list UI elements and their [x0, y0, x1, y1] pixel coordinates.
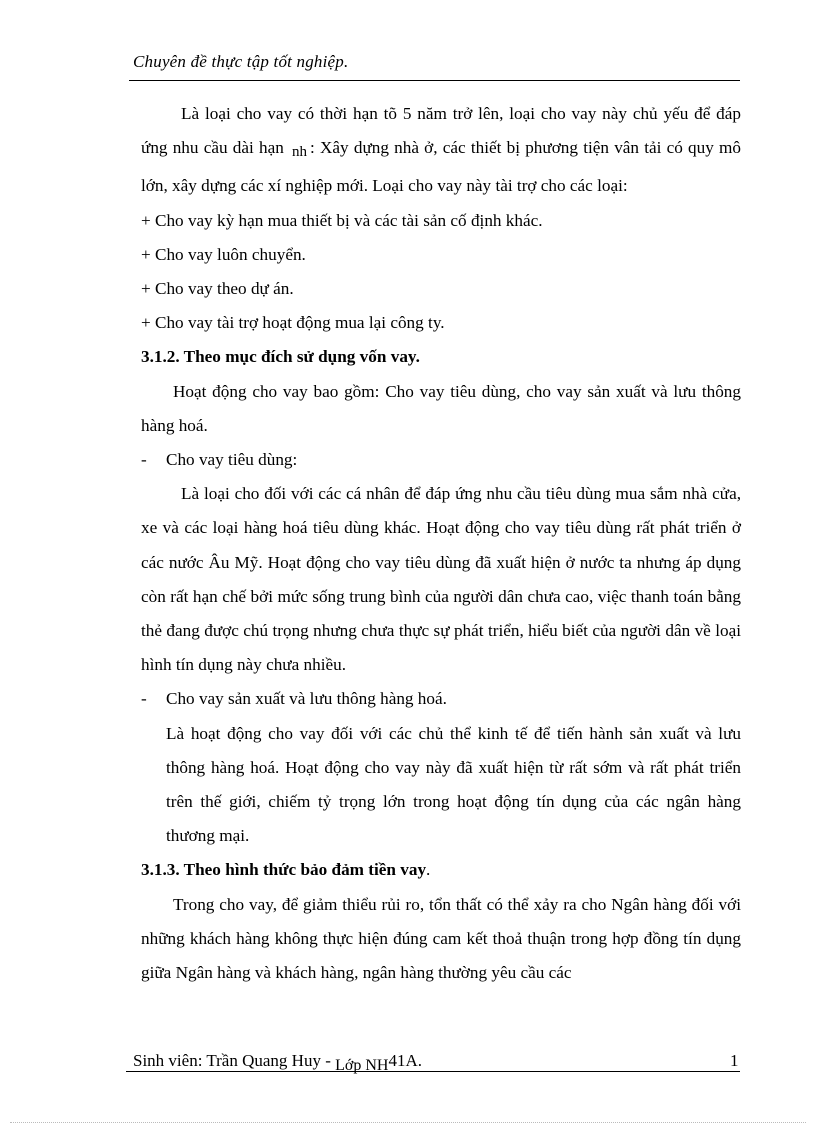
section-heading-text: 3.1.3. Theo hình thức bảo đảm tiền vay — [141, 860, 427, 880]
header-title: Chuyên đề thực tập tốt nghiệp. — [133, 52, 349, 71]
paragraph-text: Là loại cho vay có thời hạn tõ 5 năm trở lên, loại cho vay này chủ yếu để đáp ứng nhu cầu dài hạn — [141, 104, 741, 158]
section-heading-313 — [141, 853, 741, 887]
footer-student-name: Sinh viên: Trần Quang Huy - — [133, 1051, 331, 1070]
list-item: + Cho vay tài trợ hoạt động mua lại công ty. — [141, 313, 445, 333]
dash-item-production-loans — [141, 682, 741, 716]
page-number: 1 — [730, 1051, 739, 1070]
paragraph-collateral: Trong cho vay, để giảm thiểu rủi ro, tổn thất có thể xảy ra cho Ngân hàng đối với những khách hàng không thực hiện đúng cam kết thoả thuận trong hợp đồng tín dụng giữa Ngân hàng và khách hàng, ngân hàng thường yêu cầu các — [141, 894, 741, 983]
dash-item-title: Cho vay sản xuất và lưu thông hàng hoá. — [166, 689, 447, 709]
dash-item-consumer-loans — [141, 443, 741, 477]
dash-marker: - — [141, 450, 147, 470]
section-heading-312: 3.1.2. Theo mục đích sử dụng vốn vay. — [141, 347, 420, 367]
paragraph-long-term-loans — [141, 97, 741, 204]
paragraph-fragment: nh — [292, 144, 308, 161]
footer-class-suffix: 41A. — [388, 1051, 422, 1070]
paragraph-consumer-loans: Là loại cho đối với các cá nhân để đáp ứng nhu cầu tiêu dùng mua sắm nhà cửa, xe và các loại hàng hoá tiêu dùng khác. Hoạt động cho vay tiêu dùng rất phát triển ở các nước Âu Mỹ. Hoạt động cho vay tiêu dùng đã xuất hiện ở nước ta nhưng áp dụng còn rất hạn chế bởi mức sống trung bình của người dân chưa cao, việc thanh toán bằng thẻ đang được chú trọng nhưng chưa thực sự phát triển, hiểu biết của người dân về loại hình tín dụng này chưa nhiều. — [141, 484, 741, 675]
list-item: + Cho vay theo dự án. — [141, 279, 294, 299]
list-item: + Cho vay kỳ hạn mua thiết bị và các tài sản cố định khác. — [141, 210, 543, 230]
footer-divider — [126, 1071, 740, 1072]
footer-class-prefix: Lớp NH — [335, 1057, 389, 1074]
header-divider — [129, 80, 740, 81]
list-item: + Cho vay luôn chuyển. — [141, 244, 306, 264]
paragraph-production-loans: Là hoạt động cho vay đối với các chủ thể kinh tế để tiến hành sản xuất và lưu thông hàng hoá. Hoạt động cho vay này đã xuất hiện từ rất sớm và rất phát triển trên thế giới, chiếm tỷ trọng lớn trong hoạt động tín dụng của các ngân hàng thương mại. — [166, 723, 741, 846]
dash-marker: - — [141, 689, 147, 709]
section-heading-dot: . — [426, 860, 431, 880]
dash-item-title: Cho vay tiêu dùng: — [166, 450, 298, 470]
document-body — [141, 97, 741, 990]
paragraph-loan-purpose: Hoạt động cho vay bao gồm: Cho vay tiêu dùng, cho vay sản xuất và lưu thông hàng hoá. — [141, 381, 741, 435]
paragraph-text: : Xây dựng nhà ở, các thiết bị phương tiện vân tải có quy mô lớn, xây dựng các xí nghiệp mới. Loại cho vay này tài trợ cho các loại: — [141, 138, 741, 196]
